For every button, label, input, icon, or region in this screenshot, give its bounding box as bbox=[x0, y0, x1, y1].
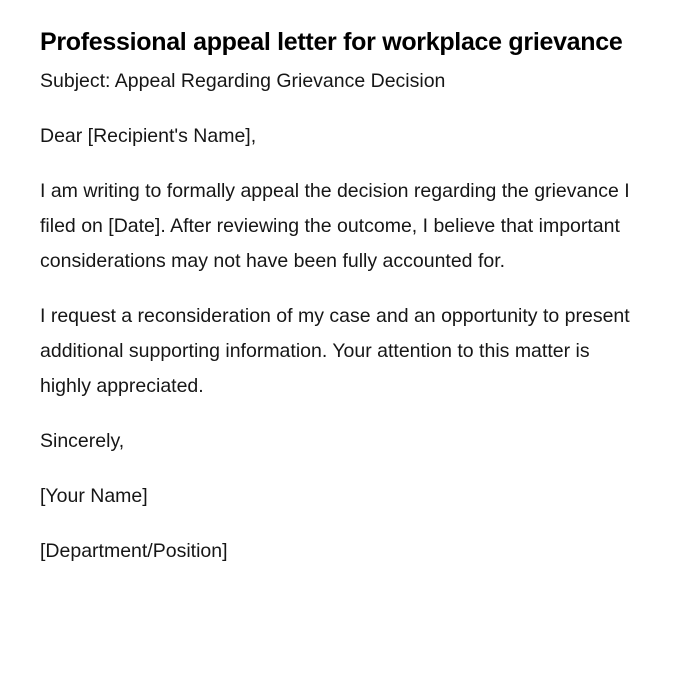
document-title: Professional appeal letter for workplace grievance bbox=[40, 28, 623, 56]
signature-position: [Department/Position] bbox=[40, 540, 228, 562]
letter-subject: Subject: Appeal Regarding Grievance Decision bbox=[40, 70, 446, 92]
letter-closing: Sincerely, bbox=[40, 430, 125, 452]
signature-name: [Your Name] bbox=[40, 485, 148, 507]
letter-body-paragraph: I request a reconsideration of my case and an opportunity to present additional supporting information. Your attention to this matter is highly appreciated. bbox=[40, 305, 630, 397]
letter-salutation: Dear [Recipient's Name], bbox=[40, 125, 257, 147]
letter-body-paragraph: I am writing to formally appeal the decision regarding the grievance I filed on [Date]. After reviewing the outcome, I believe that important considerations may not have been fully accounted for. bbox=[40, 180, 630, 272]
